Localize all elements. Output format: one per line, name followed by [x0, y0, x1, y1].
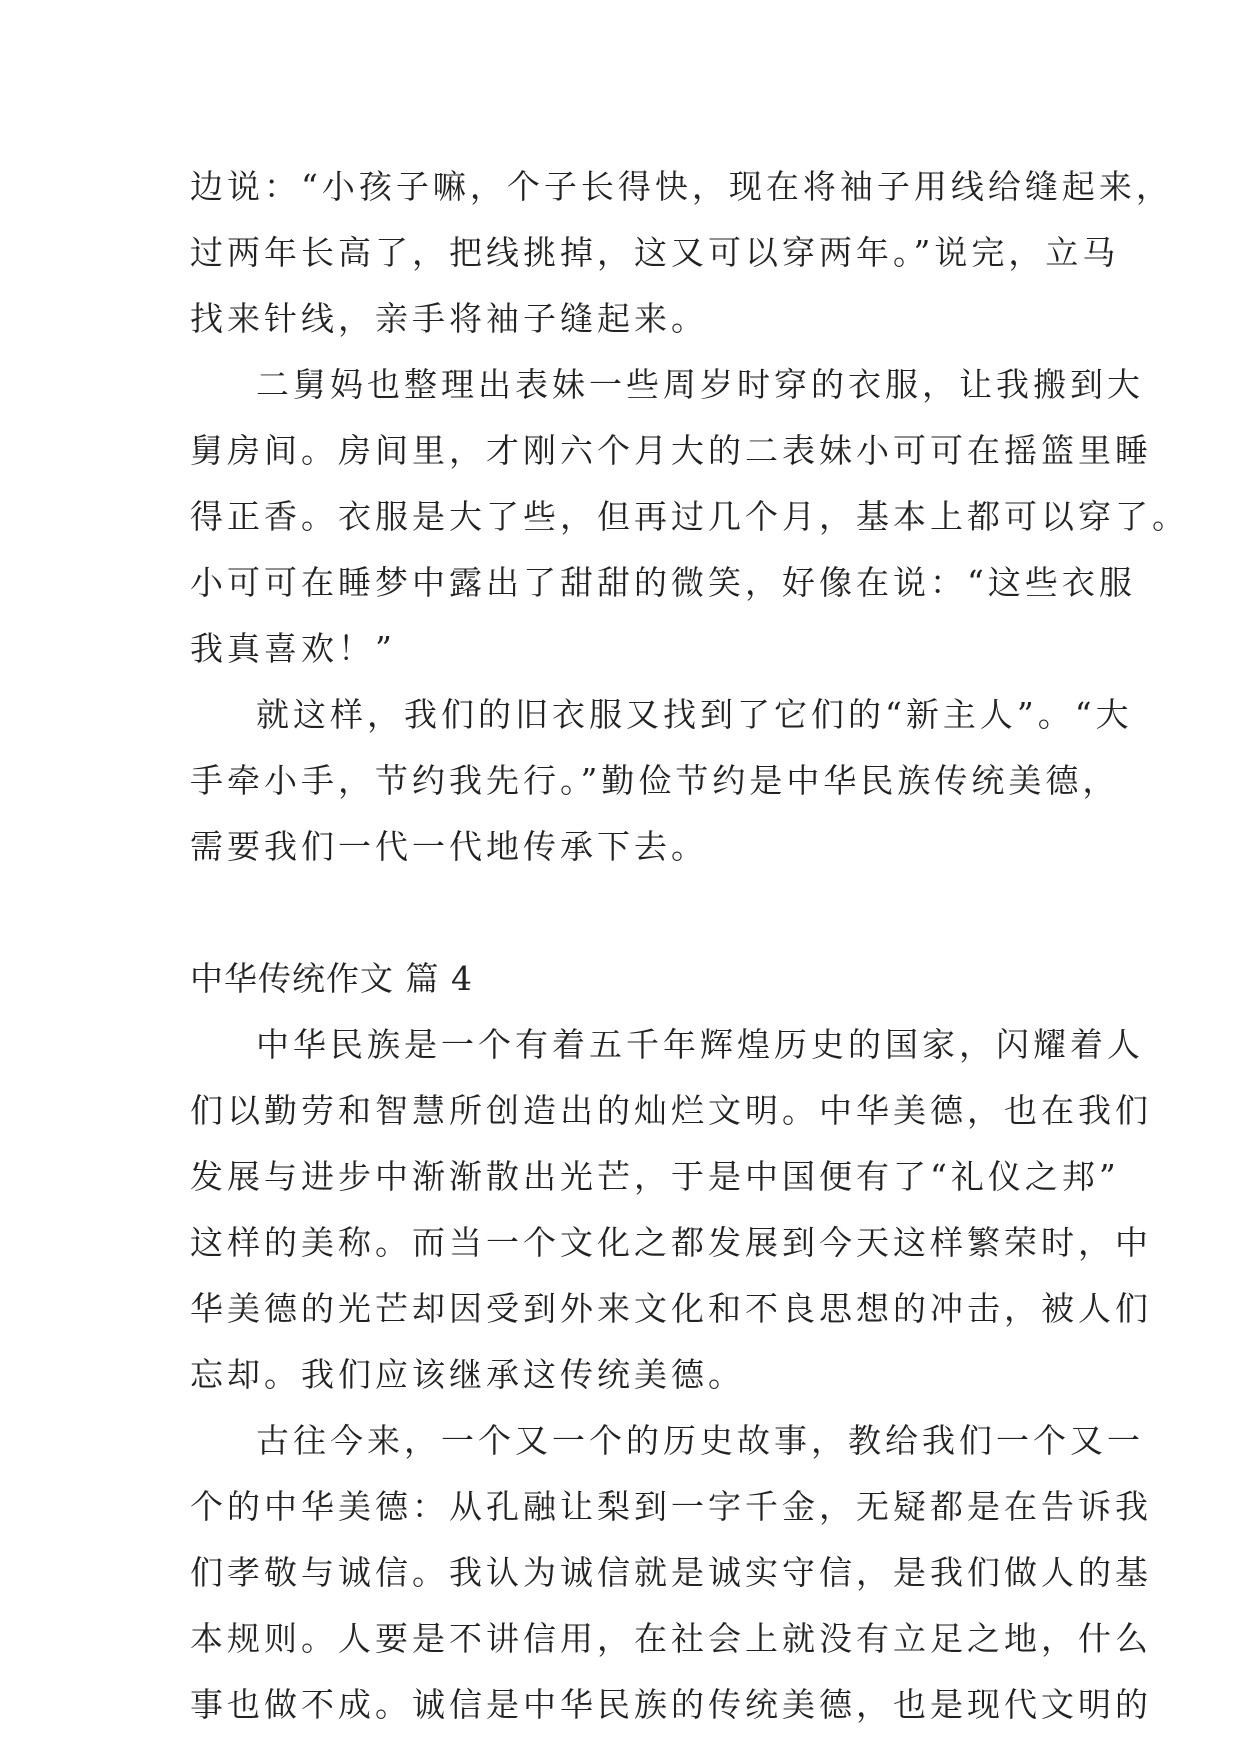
- paragraph-line: 事也做不成。诚信是中华民族的传统美德，也是现代文明的: [190, 1685, 1152, 1724]
- paragraph-line: 过两年长高了，把线挑掉，这又可以穿两年。”说完，立马: [190, 233, 1120, 272]
- paragraph-line: 得正香。衣服是大了些，但再过几个月，基本上都可以穿了。: [190, 497, 1189, 536]
- paragraph-line: 边说：“小孩子嘛，个子长得快，现在将袖子用线给缝起来，: [190, 167, 1173, 206]
- paragraph-line: 本规则。人要是不讲信用，在社会上就没有立足之地，什么: [190, 1619, 1152, 1658]
- paragraph-line: 发展与进步中渐渐散出光芒，于是中国便有了“礼仪之邦”: [190, 1157, 1120, 1196]
- paragraph-line: 我真喜欢！”: [190, 629, 396, 668]
- paragraph-line: 忘却。我们应该继承这传统美德。: [190, 1355, 745, 1394]
- paragraph-line: 找来针线，亲手将袖子缝起来。: [190, 299, 708, 338]
- paragraph-line: 华美德的光芒却因受到外来文化和不良思想的冲击，被人们: [190, 1289, 1152, 1328]
- paragraph-line: 这样的美称。而当一个文化之都发展到今天这样繁荣时，中: [190, 1223, 1152, 1262]
- paragraph-line: 个的中华美德：从孔融让梨到一字千金，无疑都是在告诉我: [190, 1487, 1152, 1526]
- paragraph-line: 小可可在睡梦中露出了甜甜的微笑，好像在说：“这些衣服: [190, 563, 1136, 602]
- section-heading: 中华传统作文 篇 4: [190, 959, 473, 998]
- paragraph-line: 需要我们一代一代地传承下去。: [190, 827, 708, 866]
- paragraph-line: 手牵小手，节约我先行。”勤俭节约是中华民族传统美德，: [190, 761, 1120, 800]
- paragraph-line: 二舅妈也整理出表妹一些周岁时穿的衣服，让我搬到大: [256, 365, 1144, 404]
- paragraph-line: 古往今来，一个又一个的历史故事，教给我们一个又一: [256, 1421, 1144, 1460]
- paragraph-line: 们孝敬与诚信。我认为诚信就是诚实守信，是我们做人的基: [190, 1553, 1152, 1592]
- paragraph-line: 就这样，我们的旧衣服又找到了它们的“新主人”。“大: [256, 695, 1133, 734]
- paragraph-line: 们以勤劳和智慧所创造出的灿烂文明。中华美德，也在我们: [190, 1091, 1152, 1130]
- paragraph-line: 中华民族是一个有着五千年辉煌历史的国家，闪耀着人: [256, 1025, 1144, 1064]
- paragraph-line: 舅房间。房间里，才刚六个月大的二表妹小可可在摇篮里睡: [190, 431, 1152, 470]
